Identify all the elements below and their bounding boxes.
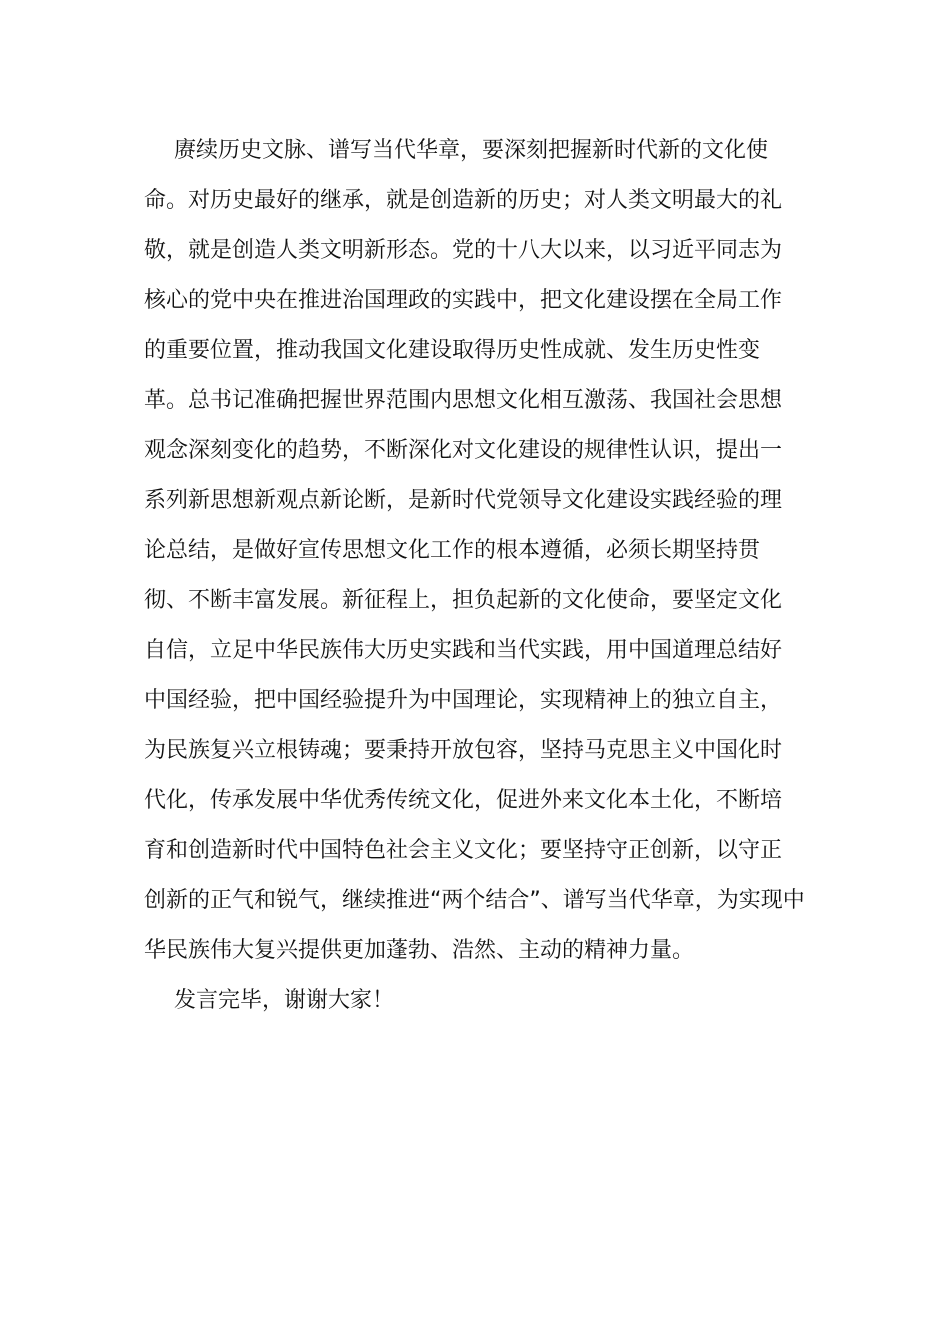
text-line: 创新的正气和锐气，继续推进“两个结合”、谱写当代华章，为实现中 bbox=[144, 888, 805, 913]
document-body bbox=[144, 126, 806, 1026]
text-line: 命。对历史最好的继承，就是创造新的历史；对人类文明最大的礼 bbox=[144, 188, 783, 213]
closing-line: 发言完毕，谢谢大家！ bbox=[174, 988, 395, 1013]
text-line: 观念深刻变化的趋势，不断深化对文化建设的规律性认识，提出一 bbox=[144, 438, 783, 463]
text-line: 育和创造新时代中国特色社会主义文化；要坚持守正创新，以守正 bbox=[144, 838, 783, 863]
text-line: 中国经验，把中国经验提升为中国理论，实现精神上的独立自主， bbox=[144, 688, 783, 713]
text-line: 华民族伟大复兴提供更加蓬勃、浩然、主动的精神力量。 bbox=[144, 938, 695, 963]
text-line: 的重要位置，推动我国文化建设取得历史性成就、发生历史性变 bbox=[144, 338, 761, 363]
text-line: 为民族复兴立根铸魂；要秉持开放包容，坚持马克思主义中国化时 bbox=[144, 738, 783, 763]
paragraph-main bbox=[144, 126, 806, 976]
paragraph-closing bbox=[144, 976, 806, 1026]
text-line: 彻、不断丰富发展。新征程上，担负起新的文化使命，要坚定文化 bbox=[144, 588, 783, 613]
text-line: 敬，就是创造人类文明新形态。党的十八大以来，以习近平同志为 bbox=[144, 238, 783, 263]
text-line: 代化，传承发展中华优秀传统文化，促进外来文化本土化，不断培 bbox=[144, 788, 783, 813]
text-line: 系列新思想新观点新论断，是新时代党领导文化建设实践经验的理 bbox=[144, 488, 783, 513]
text-line: 革。总书记准确把握世界范围内思想文化相互激荡、我国社会思想 bbox=[144, 388, 783, 413]
text-line: 核心的党中央在推进治国理政的实践中，把文化建设摆在全局工作 bbox=[144, 288, 783, 313]
text-line: 自信，立足中华民族伟大历史实践和当代实践，用中国道理总结好 bbox=[144, 638, 783, 663]
text-line: 赓续历史文脉、谱写当代华章，要深刻把握新时代新的文化使 bbox=[174, 138, 769, 163]
text-line: 论总结，是做好宣传思想文化工作的根本遵循，必须长期坚持贯 bbox=[144, 538, 761, 563]
